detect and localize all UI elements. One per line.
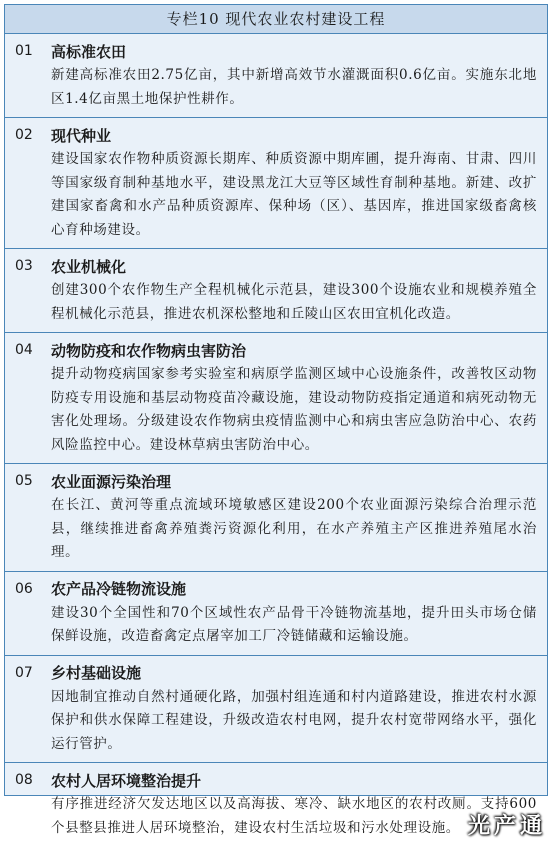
section-body: 创建300个农作物生产全程机械化示范县，建设300个设施农业和规模养殖全程机械化示范县，推进农机深松整地和丘陵山区农田宜机化改造。 [51, 282, 537, 322]
section-number: 01 [15, 43, 33, 59]
section-body: 新建高标准农田2.75亿亩，其中新增高效节水灌溉面积0.6亿亩。实施东北地区1.4亿亩黑土地保护性耕作。 [51, 67, 537, 107]
section-heading: 农产品冷链物流设施 [51, 580, 187, 598]
section-body: 建设国家农作物种质资源长期库、种质资源中期库圃，提升海南、甘肃、四川等国家级育制种基地水平，建设黑龙江大豆等区域性育制种基地。新建、改扩建国家畜禽和水产品种质资源库、保种场（区）、基因库，推进国家级畜禽核心育种场建设。 [51, 151, 537, 238]
section-body: 因地制宜推动自然村通硬化路，加强村组连通和村内道路建设，推进农村水源保护和供水保障工程建设，升级改造农村电网，提升农村宽带网络水平，强化运行管护。 [51, 688, 537, 752]
section-07 [5, 656, 547, 764]
section-04 [5, 333, 547, 464]
watermark-logo: 光产通 [467, 814, 546, 839]
section-header [15, 767, 537, 793]
section-header [15, 253, 537, 279]
section-heading: 动物防疫和农作物病虫害防治 [51, 341, 247, 360]
section-body: 提升动物疫病国家参考实验室和病原学监测区域中心设施条件，改善牧区动物防疫专用设施和基层动物疫苗冷藏设施，建设动物防疫指定通道和病死动物无害化处理场。分级建设农作物病虫疫情监测中心和病虫害应急防治中心、农药风险监控中心。建设林草病虫害防治中心。 [51, 366, 537, 453]
section-number: 07 [15, 664, 33, 681]
section-heading: 农业机械化 [51, 257, 127, 276]
section-body: 在长江、黄河等重点流域环境敏感区建设200个农业面源污染综合治理示范县，继续推进畜禽养殖粪污资源化利用，在水产养殖主产区推进养殖尾水治理。 [51, 497, 537, 560]
section-header [15, 337, 537, 363]
section-number: 05 [15, 473, 33, 489]
section-number: 03 [15, 258, 33, 274]
section-number: 06 [15, 580, 33, 597]
section-number: 02 [15, 127, 33, 143]
section-header [15, 468, 537, 494]
section-heading: 农业面源污染治理 [51, 472, 172, 491]
section-header [15, 122, 537, 148]
section-01 [5, 34, 547, 118]
section-06 [5, 572, 547, 656]
section-header [15, 576, 537, 602]
panel-title: 专栏10 现代农业农村建设工程 [5, 5, 547, 34]
section-03 [5, 249, 547, 333]
section-05 [5, 464, 547, 572]
section-header [15, 38, 537, 64]
section-02 [5, 118, 547, 249]
section-heading: 农村人居环境整治提升 [51, 771, 202, 790]
section-body: 有序推进经济欠发达地区以及高海拔、寒冷、缺水地区的农村改厕。支持600个县整县推进人居环境整治，建设农村生活垃圾和污水处理设施。 [51, 796, 537, 836]
section-08 [5, 763, 547, 846]
section-number: 04 [15, 342, 33, 358]
section-number: 08 [15, 772, 33, 788]
section-heading: 高标准农田 [51, 42, 127, 61]
section-body: 建设30个全国性和70个区域性农产品骨干冷链物流基地，提升田头市场仓储保鲜设施，改造畜禽定点屠宰加工厂冷链储藏和运输设施。 [51, 604, 537, 644]
section-heading: 乡村基础设施 [51, 664, 142, 682]
section-header [15, 660, 537, 686]
section-heading: 现代种业 [51, 126, 112, 145]
